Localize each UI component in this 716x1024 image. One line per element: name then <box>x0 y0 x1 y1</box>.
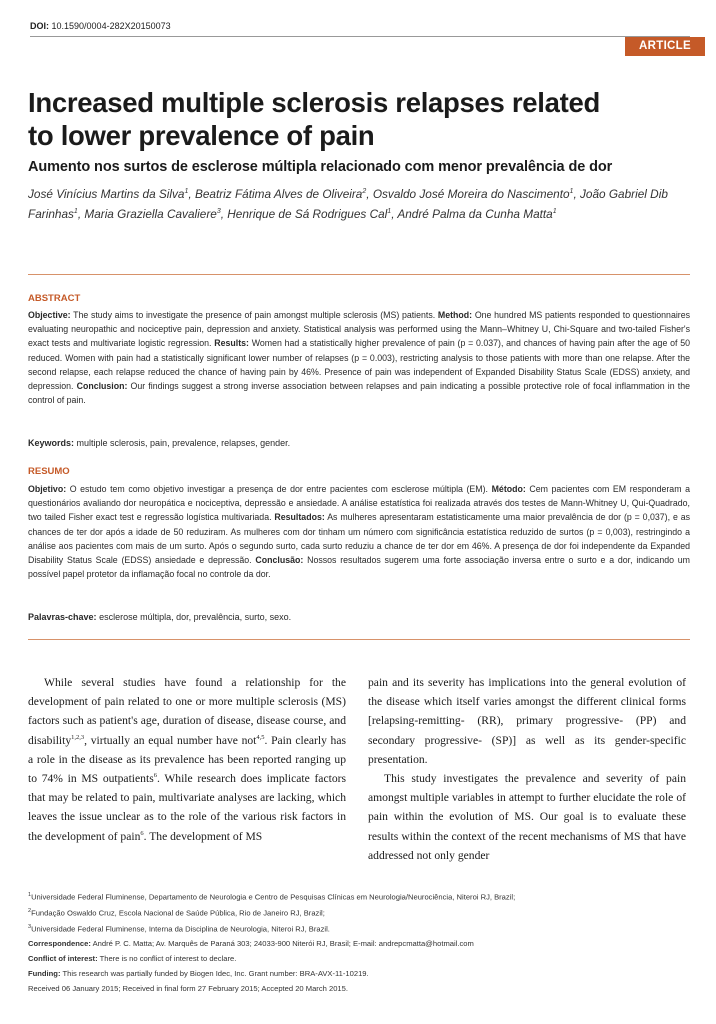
abstract-keywords <box>28 438 290 448</box>
affiliation-1 <box>28 892 515 902</box>
author-name: Maria Graziella Cavaliere <box>84 207 217 222</box>
resumo-results: As mulheres apresentaram estatisticamente uma maior prevalência de dor (p = 0,037), e as chances de ter dor após a idade de 50 reduziram. As mulheres com dor tinham um número com significância estatística reduzido de surtos (p = 0,003), restringindo a análise aos pacientes com mais de um surto. Após o segundo surto, cada surto reduziu a chance de ter dor em 46%. A presença de dor foi independente da Expanded Disability Status Scale (EDSS) ansiedade e depressão. <box>28 512 690 566</box>
abstract-heading: ABSTRACT <box>28 293 81 304</box>
body-text: While several studies have found a relationship for the development of pain related to one or more multiple sclerosis (MS) factors such as patient's age, duration of disease, disease course, and disability <box>28 676 346 747</box>
abstract-conclusion-label: Conclusion: <box>76 381 128 392</box>
author-affiliation-mark: 1 <box>184 188 189 195</box>
author-separator: , <box>77 207 85 222</box>
abstract-results-label: Results: <box>214 338 249 349</box>
body-paragraph: This study investigates the prevalence and severity of pain amongst multiple variables in attempt to further elucidate the role of pain within the evolution of MS. Our goal is to evaluate these results within the context of the recent mechanisms of MS that have addressed not only gender <box>368 772 686 862</box>
keywords-value: multiple sclerosis, pain, prevalence, relapses, gender. <box>76 438 291 448</box>
aff-number: 1 <box>28 892 32 898</box>
citation: 1,2,3 <box>71 733 85 741</box>
resumo-conclusion: Nossos resultados sugerem uma forte associação inversa entre o surto e a dor, indicando um possível papel protetor da inflamação focal no controle da dor. <box>28 555 690 580</box>
article-type-badge: ARTICLE <box>625 37 705 56</box>
author-separator: , <box>188 186 195 201</box>
abstract-objective: The study aims to investigate the presence of pain amongst multiple sclerosis (MS) patients. <box>73 310 436 320</box>
citation: 6 <box>140 829 144 837</box>
conflict-label: Conflict of interest: <box>28 954 98 963</box>
palavras-chave-label: Palavras-chave: <box>28 612 97 622</box>
author-name: Henrique de Sá Rodrigues Cal <box>227 207 388 222</box>
author-affiliation-mark: 1 <box>73 208 78 216</box>
resumo-heading: RESUMO <box>28 466 70 477</box>
author-name: João Gabriel Dib Farinhas <box>28 186 668 222</box>
author-affiliation-mark: 3 <box>216 208 221 216</box>
aff-text: Fundação Oswaldo Cruz, Escola Nacional de Saúde Pública, Rio de Janeiro RJ, Brazil; <box>31 908 325 918</box>
author-separator: , <box>366 186 373 201</box>
conflict-of-interest <box>28 954 236 963</box>
funding <box>28 969 369 978</box>
abstract-bottom-rule <box>28 639 690 640</box>
author-name: Osvaldo José Moreira do Nascimento <box>372 186 570 201</box>
body-column-right <box>368 673 686 865</box>
author-affiliation-mark: 1 <box>387 208 392 216</box>
citation: 6 <box>153 772 157 780</box>
conflict-text: There is no conflict of interest to declare. <box>99 954 237 963</box>
resumo-conclusion-label: Conclusão: <box>255 555 304 566</box>
resumo-method-label: Método: <box>491 484 526 494</box>
affiliation-2 <box>28 908 325 918</box>
abstract-results: Women had a statistically higher prevalence of pain (p = 0.037), and chances of having pain after the age of 50 reduced. Women with pain had a statistically significant lower number of relapses (p = 0.003), restricting analysis to those patients with more than one relapse. After the second relapse, each relapse reduced the chance of having pain by 46%. Presence of pain was independent of Expanded Disability Status Scale (EDSS) anxiety, and depression. <box>28 338 690 392</box>
correspondence-text: André P. C. Matta; Av. Marquês de Paraná 303; 24033-900 Niterói RJ, Brasil; E-mail: andrepcmatta@hotmail.com <box>92 939 474 948</box>
body-text: . Pain clearly has a role in the disease as its prevalence has been reported ranging up to 74% in MS outpatients <box>28 733 346 786</box>
title-line-2: to lower prevalence of pain <box>28 120 375 151</box>
resumo-objective-label: Objetivo: <box>28 484 67 494</box>
aff-number: 3 <box>28 924 32 930</box>
author-name: André Palma da Cunha Matta <box>397 207 553 222</box>
author-separator: , <box>220 207 228 222</box>
palavras-chave-value: esclerose múltipla, dor, prevalência, surto, sexo. <box>99 612 292 622</box>
doi-label: DOI: <box>30 21 49 31</box>
author-separator: , <box>573 186 581 201</box>
body-text: , virtually an equal number have not <box>84 733 257 747</box>
author-name: José Vinícius Martins da Silva <box>28 186 185 201</box>
body-text: . The development of MS <box>143 829 263 843</box>
abstract-method-label: Method: <box>437 310 473 320</box>
keywords-label: Keywords: <box>28 438 75 448</box>
resumo-objective: O estudo tem como objetivo investigar a presença de dor entre pacientes com esclerose múltipla (EM). <box>69 484 489 494</box>
resumo-method: Cem pacientes com EM responderam a questionários avaliando dor neuropática e nociceptiva, depressão e ansiedade. A análise estatística foi realizada através dos testes de Mann-Whitney U, Qui-Quadrado, two tailed Fisher exact test e regressão logística multivariada. <box>28 484 690 523</box>
author-separator: , <box>391 207 398 222</box>
abstract-conclusion: Our findings suggest a strong inverse association between relapses and pain indicating a possible protective role of focal inflammation in the control of pain. <box>28 381 690 406</box>
aff-text: Universidade Federal Fluminense, Interna da Disciplina de Neurologia, Niteroi RJ, Brazil. <box>31 924 330 934</box>
header-rule <box>30 36 690 37</box>
abstract-method: One hundred MS patients responded to questionnaires evaluating neuropathic and nociceptive pain, depression and anxiety. Statistical analysis was performed using the Mann–Whitney U, Chi-Square and two-tailed Fisher's exact tests and multivariate logistic regression. <box>28 310 691 349</box>
aff-number: 2 <box>28 908 32 914</box>
affiliation-3 <box>28 924 330 934</box>
author-name: Beatriz Fátima Alves de Oliveira <box>194 186 363 201</box>
correspondence <box>28 939 474 948</box>
resumo-body <box>28 482 690 581</box>
body-paragraph <box>28 673 346 846</box>
body-text: . While research does implicate factors that may be related to pain, multivariate analyses are lacking, which leaves the issue unclear as to the role of the various risk factors in the development of pain <box>28 772 346 843</box>
abstract-body <box>28 308 690 407</box>
funding-label: Funding: <box>28 969 61 978</box>
title-line-1: Increased multiple sclerosis relapses related <box>28 87 600 118</box>
doi-value: 10.1590/0004-282X20150073 <box>51 21 171 31</box>
citation: 4,5 <box>256 733 265 741</box>
aff-text: Universidade Federal Fluminense, Departamento de Neurologia e Centro de Pesquisas Clínicas em Neurologia/Neurociência, Niteroi RJ, Brazil; <box>31 892 516 902</box>
body-column-left <box>28 673 346 846</box>
body-paragraph: pain and its severity has implications into the general evolution of the disease which itself varies amongst the different clinical forms [relapsing-remitting- (RR), primary progressive- (PP) and secondary progressive- (SP)] as well as its gender-specific presentation. <box>368 676 686 766</box>
author-list <box>28 183 688 224</box>
author-affiliation-mark: 2 <box>362 188 367 195</box>
funding-text: This research was partially funded by Biogen Idec, Inc. Grant number: BRA-AVX-11-10219. <box>62 969 369 978</box>
author-affiliation-mark: 1 <box>552 208 557 216</box>
resumo-keywords <box>28 612 291 622</box>
correspondence-label: Correspondence: <box>28 939 91 948</box>
resumo-results-label: Resultados: <box>274 512 325 523</box>
author-affiliation-mark: 1 <box>569 188 574 195</box>
article-title <box>28 86 698 152</box>
article-subtitle: Aumento nos surtos de esclerose múltipla relacionado com menor prevalência de dor <box>28 159 613 175</box>
abstract-objective-label: Objective: <box>28 310 71 320</box>
abstract-top-rule <box>28 274 690 275</box>
doi <box>30 21 171 31</box>
received-dates: Received 06 January 2015; Received in final form 27 February 2015; Accepted 20 March 2015. <box>28 984 348 993</box>
